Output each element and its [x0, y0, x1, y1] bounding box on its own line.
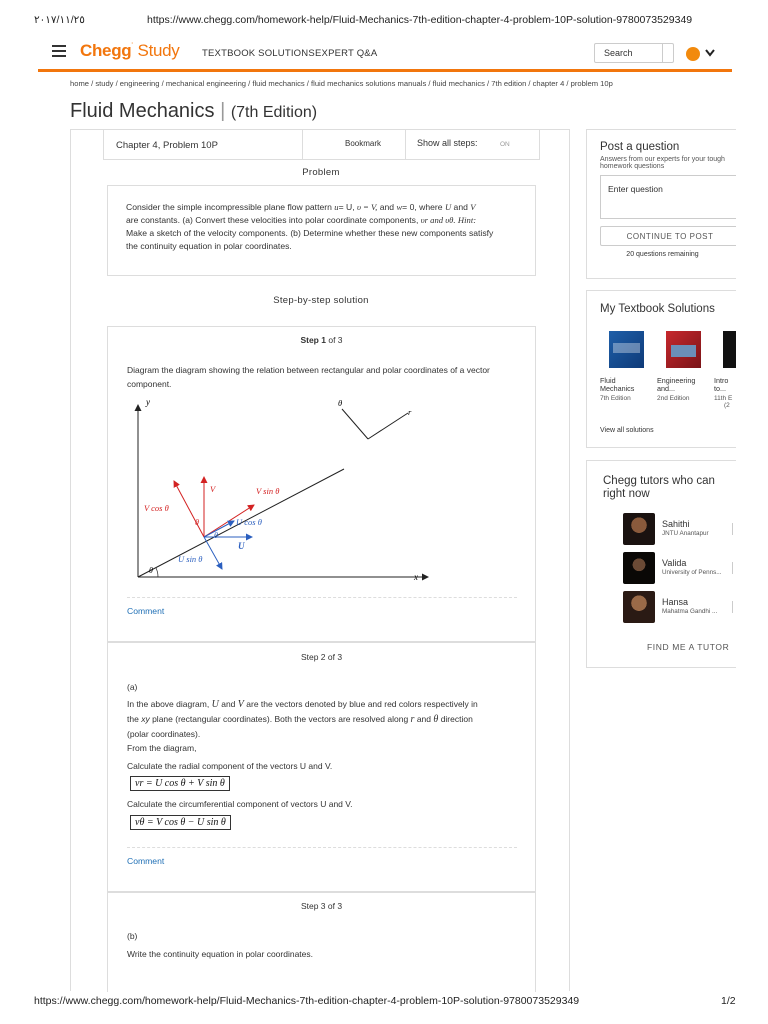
book-3-name[interactable]: Intro to... — [714, 376, 729, 393]
nav-textbook-solutions[interactable]: TEXTBOOK SOLUTIONS — [202, 48, 315, 59]
question-input[interactable]: Enter question — [600, 175, 736, 219]
tutor-school-sahithi: JNTU Anantapur — [662, 530, 709, 537]
u-sin-vector — [204, 537, 222, 569]
step-1-comment-link[interactable]: Comment — [127, 606, 165, 616]
hamburger-menu-icon[interactable] — [52, 45, 66, 57]
radial-component-equation: vr = U cos θ + V sin θ — [130, 776, 230, 791]
theta-label-red: θ — [195, 518, 199, 527]
view-all-solutions-link[interactable]: View all solutions — [600, 427, 654, 434]
logo-study: Study — [137, 41, 180, 60]
book-2-name[interactable]: Engineering and... — [657, 376, 696, 393]
book-1-edition: 7th Edition — [600, 395, 631, 402]
step-2-from-diagram: From the diagram, — [127, 743, 197, 753]
step-2-paragraph: In the above diagram, U and V are the vectors denoted by blue and red colors respectively in the xy plane (rectangular coordinates). Both the vectors are resolved along r and θ direction (polar coordinates). — [127, 699, 478, 739]
search-divider — [662, 43, 663, 63]
step-1-card — [107, 326, 536, 642]
tutor-avatar-hansa[interactable] — [623, 591, 655, 623]
print-date: ٢٠١٧/١١/٢٥ — [34, 14, 85, 26]
textbook-solutions-title: My Textbook Solutions — [600, 303, 715, 315]
book-title: Fluid Mechanics — [70, 100, 215, 122]
step-3-title: Step 3 of 3 — [300, 901, 343, 911]
v-sin-label: V sin θ — [256, 486, 280, 496]
breadcrumb[interactable]: home / study / engineering / mechanical engineering / fluid mechanics / fluid mechanics solutions manuals / fluid mechanics / 7th edition / chapter 4 / problem 10p — [70, 79, 613, 88]
tutor-separator — [732, 562, 733, 574]
polar-theta-label: θ — [338, 398, 343, 408]
logo-chegg: Chegg — [80, 41, 132, 60]
step-1-divider — [127, 597, 517, 598]
step-2-card — [107, 642, 536, 892]
print-footer-url: https://www.chegg.com/homework-help/Fluid-Mechanics-7th-edition-chapter-4-problem-10P-solution-9780073529349 — [34, 995, 580, 1007]
problem-statement — [107, 185, 536, 276]
chapter-problem-label[interactable]: Chapter 4, Problem 10P — [116, 140, 218, 151]
u-cos-label: U cos θ — [236, 517, 262, 527]
book-1-name[interactable]: Fluid Mechanics — [600, 376, 635, 393]
circumferential-component-equation: vθ = V cos θ − U sin θ — [130, 815, 231, 830]
tutor-separator — [732, 601, 733, 613]
toolbar-divider — [302, 130, 303, 159]
step-1-text: Diagram the diagram showing the relation between rectangular and polar coordinates of a vector component. — [127, 365, 490, 389]
tutor-separator — [732, 523, 733, 535]
chegg-study-logo[interactable]: Chegg· Study — [80, 41, 180, 60]
post-question-sub-1: Answers from our experts for your tough — [600, 156, 725, 163]
tutor-avatar-valida[interactable] — [623, 552, 655, 584]
u-label: U — [238, 541, 245, 551]
theta-arc — [156, 568, 158, 577]
step-2-title: Step 2 of 3 — [300, 652, 343, 662]
print-url: https://www.chegg.com/homework-help/Fluid-Mechanics-7th-edition-chapter-4-problem-10P-solution-9780073529349 — [147, 14, 693, 26]
chegg-tutors-card — [586, 460, 736, 668]
tutor-name-valida[interactable]: Valida — [662, 558, 687, 568]
tutor-name-hansa[interactable]: Hansa — [662, 597, 689, 607]
top-nav-bar — [38, 38, 732, 72]
tutors-title-line-2: right now — [603, 488, 650, 500]
v-cos-label: V cos θ — [144, 503, 169, 513]
book-edition: (7th Edition) — [230, 104, 318, 121]
step-3-card — [107, 892, 536, 992]
show-all-steps-toggle[interactable]: ON — [500, 141, 510, 148]
book-3-edition: 11th E (2 — [714, 395, 733, 409]
v-cos-vector — [174, 481, 204, 537]
problem-line-1: Consider the simple incompressible plane flow pattern u= U, υ = V, and w= 0, where U and V — [126, 202, 476, 212]
book-cover-fluid-mechanics[interactable] — [609, 331, 644, 368]
tutor-school-valida: University of Penns... — [662, 569, 722, 576]
problem-heading: Problem — [302, 167, 340, 178]
book-2-edition: 2nd Edition — [657, 395, 690, 402]
bookmark-button[interactable]: Bookmark — [345, 139, 382, 148]
step-2-divider — [127, 847, 517, 848]
continue-to-post-button[interactable]: CONTINUE TO POST — [600, 226, 736, 246]
u-sin-label: U sin θ — [178, 554, 203, 564]
tutor-school-hansa: Mahatma Gandhi ... — [662, 608, 718, 615]
step-1-title: Step 1 of 3 — [300, 335, 343, 345]
theta-label-blue: θ — [214, 531, 218, 540]
book-cover-engineering[interactable] — [666, 331, 701, 368]
print-header — [0, 14, 768, 30]
page-title: Fluid Mechanics | (7th Edition) — [70, 100, 318, 122]
post-question-card — [586, 129, 736, 279]
print-page-number: 1/2 — [721, 995, 736, 1007]
problem-line-2: are constants. (a) Convert these velocities into polar coordinate components, υr and υθ. Hint: — [126, 215, 477, 225]
show-all-steps-label: Show all steps: — [417, 138, 478, 148]
polar-r-direction — [368, 413, 408, 439]
textbook-solutions-card — [586, 290, 736, 448]
chevron-down-icon[interactable] — [704, 47, 716, 59]
y-axis-label: y — [146, 397, 150, 407]
book-cover-intro[interactable] — [723, 331, 736, 368]
problem-line-3: Make a sketch of the velocity components. (b) Determine whether these new components satisfy — [126, 228, 494, 238]
post-question-sub-2: homework questions — [600, 163, 665, 170]
find-me-a-tutor-link[interactable]: FIND ME A TUTOR — [647, 642, 730, 652]
nav-expert-qa[interactable]: EXPERT Q&A — [315, 48, 378, 59]
tutor-name-sahithi[interactable]: Sahithi — [662, 519, 690, 529]
v-label: V — [210, 484, 216, 494]
problem-line-4: the continuity equation in polar coordinates. — [126, 241, 292, 251]
post-question-title: Post a question — [600, 141, 680, 153]
x-axis-label: x — [414, 572, 418, 582]
solution-panel — [70, 129, 570, 991]
step-2-part-label: (a) — [127, 682, 138, 692]
user-avatar-icon[interactable] — [686, 47, 700, 61]
tutor-avatar-sahithi[interactable] — [623, 513, 655, 545]
problem-toolbar — [103, 130, 540, 160]
step-2-circumferential-text: Calculate the circumferential component of vectors U and V. — [127, 799, 353, 809]
step-2-comment-link[interactable]: Comment — [127, 856, 165, 866]
step-2-radial-text: Calculate the radial component of the vectors U and V. — [127, 761, 333, 771]
search-placeholder: Search — [604, 48, 633, 58]
solution-heading: Step-by-step solution — [273, 295, 369, 306]
polar-theta-direction — [342, 409, 368, 439]
toolbar-divider — [405, 130, 406, 159]
vector-diagram — [122, 391, 452, 587]
step-3-text: Write the continuity equation in polar coordinates. — [127, 949, 314, 959]
step-3-part-label: (b) — [127, 931, 138, 941]
tutors-title-line-1: Chegg tutors who can — [603, 475, 715, 487]
polar-r-label: r — [408, 407, 412, 417]
questions-remaining: 20 questions remaining — [626, 251, 699, 258]
theta-label-origin: θ — [149, 566, 153, 575]
